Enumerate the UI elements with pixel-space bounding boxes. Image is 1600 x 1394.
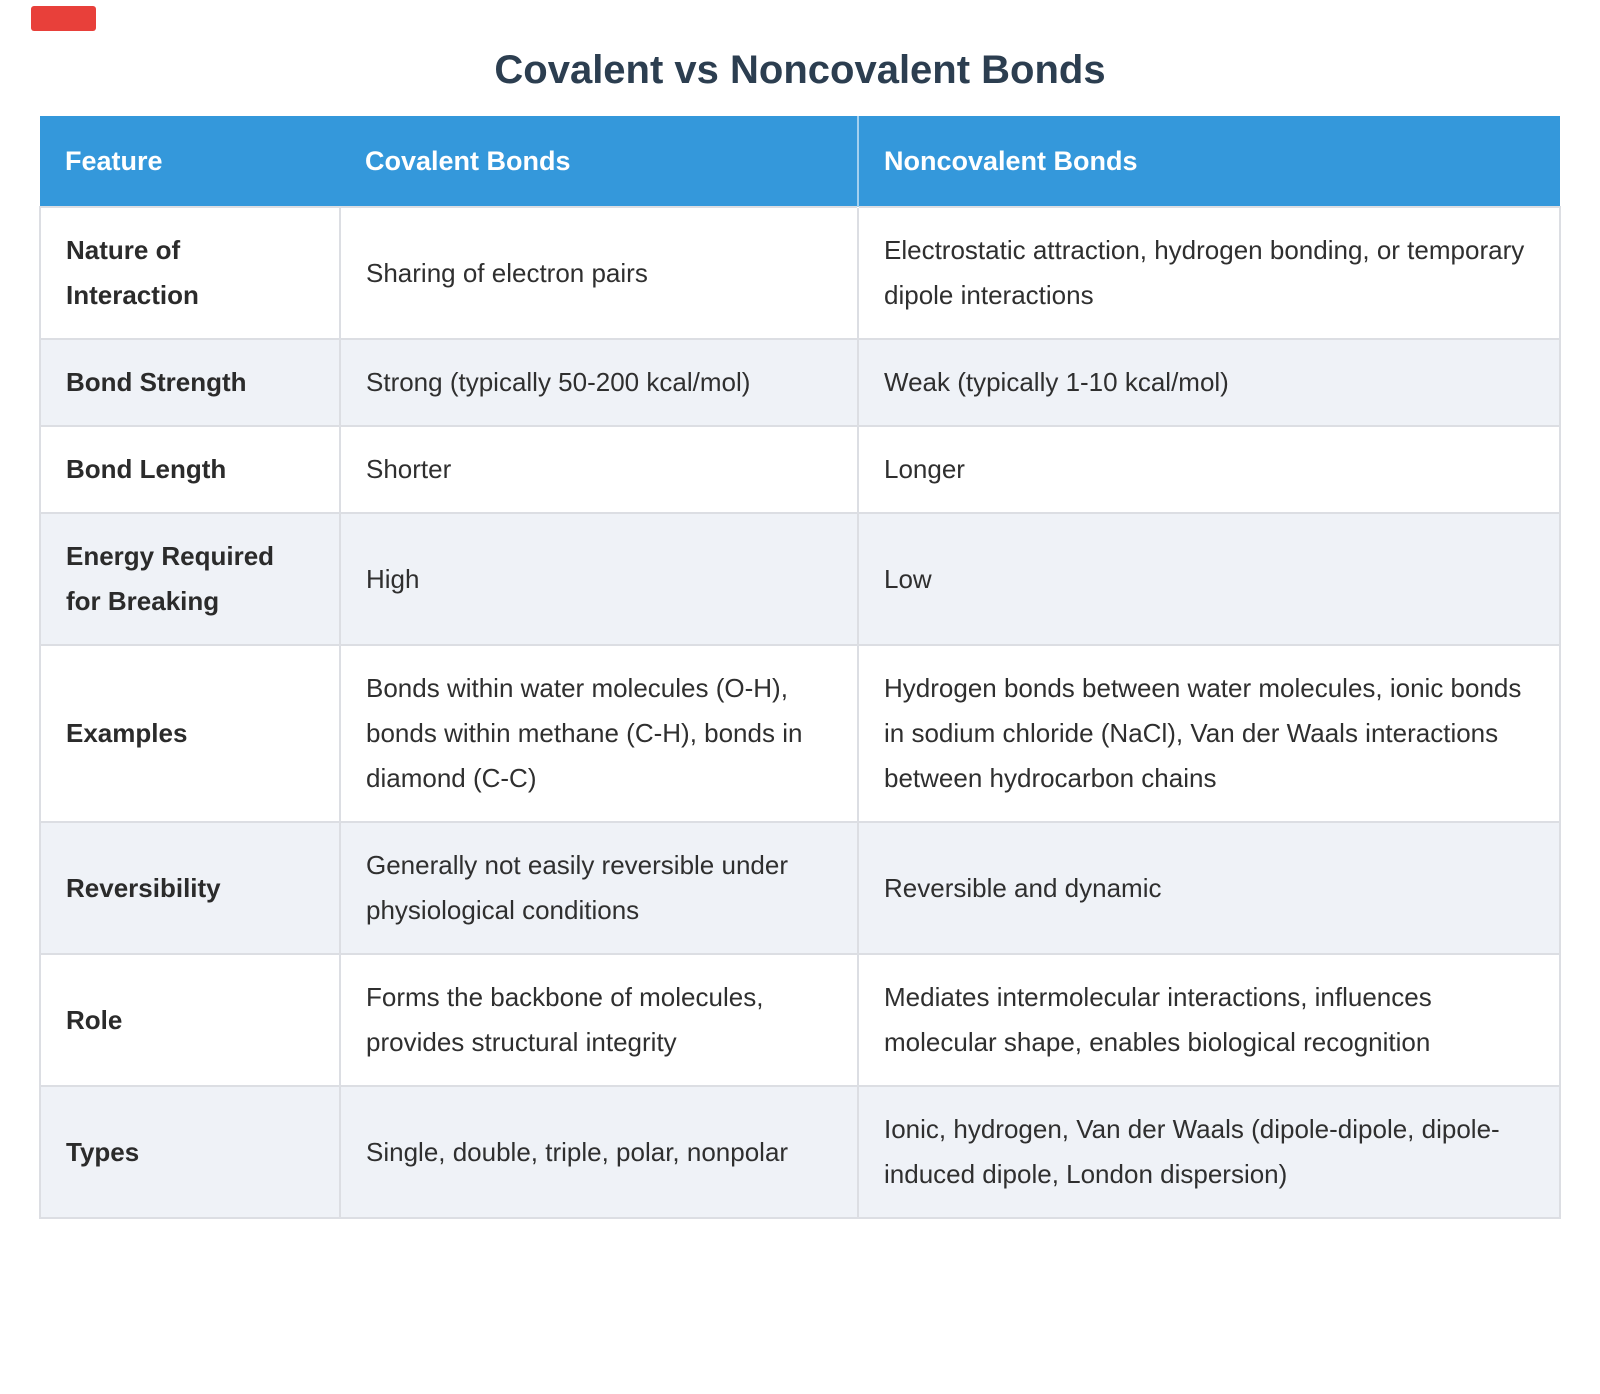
comparison-table — [39, 116, 1561, 1219]
feature-cell: Nature of Interaction — [40, 207, 340, 339]
noncovalent-cell: Hydrogen bonds between water molecules, ionic bonds in sodium chloride (NaCl), Van der Waals interactions between hydrocarbon chains — [858, 645, 1560, 822]
table-row — [40, 954, 1560, 1086]
table-row — [40, 513, 1560, 645]
table-row — [40, 426, 1560, 513]
covalent-cell: Forms the backbone of molecules, provides structural integrity — [340, 954, 858, 1086]
noncovalent-cell: Electrostatic attraction, hydrogen bonding, or temporary dipole interactions — [858, 207, 1560, 339]
column-header-covalent-bonds: Covalent Bonds — [340, 116, 858, 207]
feature-cell: Energy Required for Breaking — [40, 513, 340, 645]
table-row — [40, 822, 1560, 954]
covalent-cell: High — [340, 513, 858, 645]
table-row — [40, 339, 1560, 426]
red-annotation-marker — [31, 6, 96, 31]
table-row — [40, 207, 1560, 339]
covalent-cell: Bonds within water molecules (O-H), bonds within methane (C-H), bonds in diamond (C-C) — [340, 645, 858, 822]
noncovalent-cell: Mediates intermolecular interactions, influences molecular shape, enables biological recognition — [858, 954, 1560, 1086]
noncovalent-cell: Ionic, hydrogen, Van der Waals (dipole-dipole, dipole-induced dipole, London dispersion) — [858, 1086, 1560, 1218]
feature-cell: Types — [40, 1086, 340, 1218]
covalent-cell: Sharing of electron pairs — [340, 207, 858, 339]
header-row — [40, 116, 1560, 207]
table-row — [40, 1086, 1560, 1218]
feature-cell: Bond Length — [40, 426, 340, 513]
table-row — [40, 645, 1560, 822]
covalent-cell: Single, double, triple, polar, nonpolar — [340, 1086, 858, 1218]
noncovalent-cell: Longer — [858, 426, 1560, 513]
feature-cell: Bond Strength — [40, 339, 340, 426]
column-header-noncovalent-bonds: Noncovalent Bonds — [858, 116, 1560, 207]
feature-cell: Examples — [40, 645, 340, 822]
noncovalent-cell: Reversible and dynamic — [858, 822, 1560, 954]
noncovalent-cell: Weak (typically 1-10 kcal/mol) — [858, 339, 1560, 426]
column-header-feature: Feature — [40, 116, 340, 207]
feature-cell: Role — [40, 954, 340, 1086]
covalent-cell: Generally not easily reversible under physiological conditions — [340, 822, 858, 954]
covalent-cell: Shorter — [340, 426, 858, 513]
covalent-cell: Strong (typically 50-200 kcal/mol) — [340, 339, 858, 426]
noncovalent-cell: Low — [858, 513, 1560, 645]
page-title: Covalent vs Noncovalent Bonds — [494, 48, 1106, 92]
feature-cell: Reversibility — [40, 822, 340, 954]
